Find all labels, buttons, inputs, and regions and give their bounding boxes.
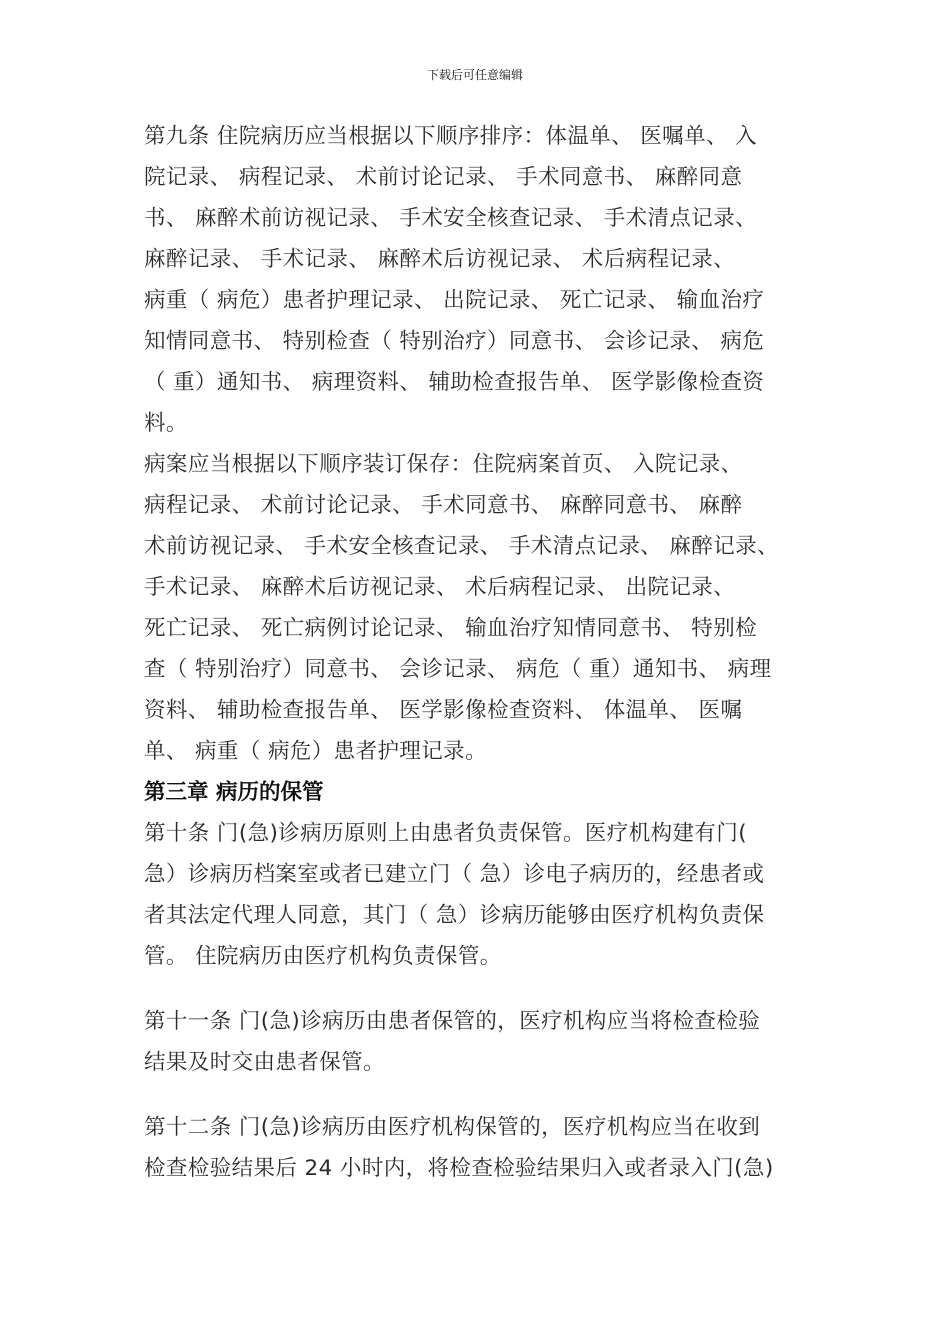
binding-order-paragraph <box>144 444 824 772</box>
paragraph-line: 病案应当根据以下顺序装订保存：住院病案首页、 入院记录、 <box>144 452 743 477</box>
paragraph-line: 第十条 门(急)诊病历原则上由患者负责保管。医疗机构建有门( <box>144 821 748 846</box>
paragraph-line: 资料、 辅助检查报告单、 医学影像检查资料、 体温单、 医嘱 <box>144 698 743 723</box>
paragraph-line: 死亡记录、 死亡病例讨论记录、 输血治疗知情同意书、 特别检 <box>144 616 758 641</box>
article-11-paragraph <box>144 1001 824 1083</box>
paragraph-line: 结果及时交由患者保管。 <box>144 1050 385 1075</box>
paragraph-line: （ 重）通知书、 病理资料、 辅助检查报告单、 医学影像检查资 <box>144 370 765 395</box>
paragraph-line: 书、 麻醉术前访视记录、 手术安全核查记录、 手术清点记录、 <box>144 206 758 231</box>
paragraph-line: 院记录、 病程记录、 术前讨论记录、 手术同意书、 麻醉同意 <box>144 165 743 190</box>
paragraph-line: 麻醉记录、 手术记录、 麻醉术后访视记录、 术后病程记录、 <box>144 247 736 272</box>
paragraph-line: 管。 住院病历由医疗机构负责保管。 <box>144 944 502 969</box>
paragraph-line: 病程记录、 术前讨论记录、 手术同意书、 麻醉同意书、 麻醉 <box>144 493 743 518</box>
paragraph-line: 检查检验结果后 24 小时内，将检查检验结果归入或者录入门(急) <box>144 1156 774 1181</box>
paragraph-line: 病重（ 病危）患者护理记录、 出院记录、 死亡记录、 输血治疗 <box>144 288 765 313</box>
article-12-paragraph <box>144 1107 824 1189</box>
page-header: 下载后可任意编辑 <box>426 68 523 82</box>
paragraph-line: 第九条 住院病历应当根据以下顺序排序：体温单、 医嘱单、 入 <box>144 124 758 149</box>
article-9-paragraph <box>144 116 824 444</box>
paragraph-line: 单、 病重（ 病危）患者护理记录。 <box>144 739 487 764</box>
paragraph-line: 术前访视记录、 手术安全核查记录、 手术清点记录、 麻醉记录、 <box>144 534 779 559</box>
paragraph-spacer <box>144 977 824 1001</box>
chapter-heading: 第三章 病历的保管 <box>144 780 324 805</box>
paragraph-line: 查（ 特别治疗）同意书、 会诊记录、 病危（ 重）通知书、 病理 <box>144 657 772 682</box>
paragraph-line: 急）诊病历档案室或者已建立门（ 急）诊电子病历的，经患者或 <box>144 862 765 887</box>
article-10-paragraph <box>144 813 824 977</box>
paragraph-line: 者其法定代理人同意，其门（ 急）诊病历能够由医疗机构负责保 <box>144 903 765 928</box>
paragraph-line: 知情同意书、 特别检查（ 特别治疗）同意书、 会诊记录、 病危 <box>144 329 765 354</box>
paragraph-spacer <box>144 1083 824 1107</box>
paragraph-line: 手术记录、 麻醉术后访视记录、 术后病程记录、 出院记录、 <box>144 575 736 600</box>
paragraph-line: 第十二条 门(急)诊病历由医疗机构保管的，医疗机构应当在收到 <box>144 1115 761 1140</box>
document-body <box>144 116 824 1189</box>
paragraph-line: 料。 <box>144 411 188 436</box>
paragraph-line: 第十一条 门(急)诊病历由患者保管的，医疗机构应当将检查检验 <box>144 1009 761 1034</box>
